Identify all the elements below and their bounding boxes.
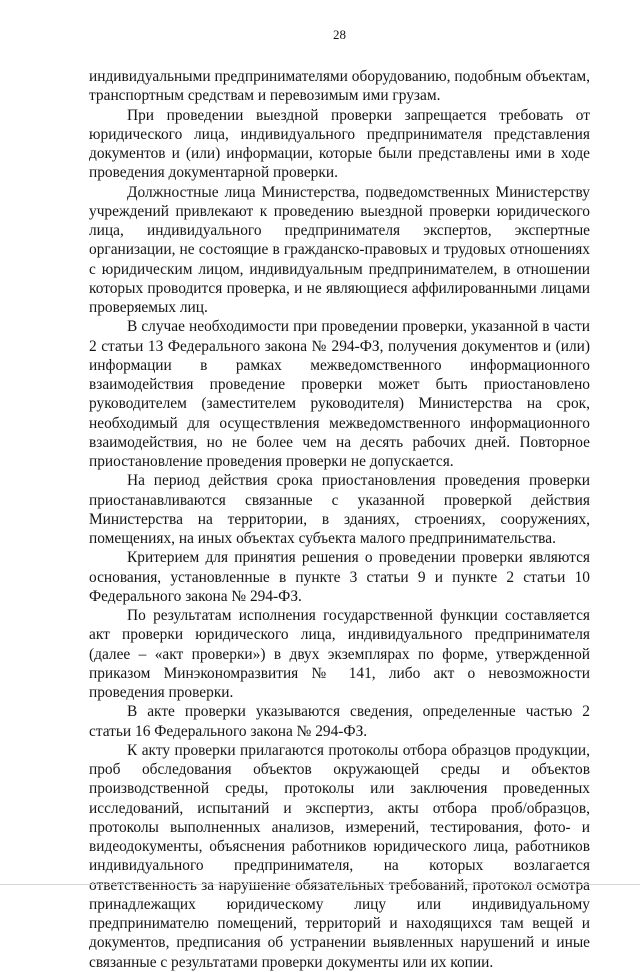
- paragraph: По результатам исполнения государственной функции составляется акт проверки юридического лица, индивидуального предпринимателя (далее – «акт проверки») в двух экземплярах по форме, утвержденной приказом Минэкономразвития № 141, либо акт о невозможности проведения проверки.: [89, 607, 590, 701]
- paragraph: Критерием для принятия решения о проведении проверки являются основания, установленные в пункте 3 статьи 9 и пункте 2 статьи 10 Федерального закона № 294-ФЗ.: [89, 549, 590, 605]
- document-body: [89, 67, 590, 972]
- paragraph: В акте проверки указываются сведения, определенные частью 2 статьи 16 Федерального закона № 294-ФЗ.: [89, 703, 590, 740]
- paragraph: На период действия срока приостановления проведения проверки приостанавливаются связанные с указанной проверкой действия Министерства на территории, в зданиях, строениях, сооружениях, помещениях, на иных объектах субъекта малого предпринимательства.: [89, 472, 590, 547]
- paragraph: индивидуальными предпринимателями оборудованию, подобным объектам, транспортным средствам и перевозимым ими грузам.: [89, 68, 590, 105]
- paragraph: В случае необходимости при проведении проверки, указанной в части 2 статьи 13 Федерального закона № 294-ФЗ, получения документов и (или) информации в рамках межведомственного информационного взаимодействия проведение проверки может быть приостановлено руководителем (заместителем руководителя) Министерства на срок, необходимый для осуществления межведомственного информационного взаимодействия, но не более чем на десять рабочих дней. Повторное приостановление проведения проверки не допускается.: [89, 318, 590, 470]
- page-number: 28: [333, 27, 346, 42]
- paragraph: При проведении выездной проверки запрещается требовать от юридического лица, индивидуального предпринимателя представления документов и (или) информации, которые были представлены ими в ходе проведения документарной проверки.: [89, 106, 590, 182]
- bottom-divider: [0, 884, 640, 885]
- paragraph: К акту проверки прилагаются протоколы отбора образцов продукции, проб обследования объектов окружающей среды и объектов производственной среды, протоколы или заключения проведенных исследований, испытаний и экспертиз, акты отбора проб/образцов, протоколы выполненных анализов, измерений, тестирования, фото- и видеодокументы, объяснения работников юридического лица, работников индивидуального предпринимателя, на которых возлагается ответственность за нарушение обязательных требований, протокол осмотра принадлежащих юридическому лицу или индивидуальному предпринимателю помещений, территорий и находящихся там вещей и документов, предписания об устранении выявленных нарушений и иные связанные с результатами проверки документы или их копии.: [89, 741, 590, 971]
- paragraph: Должностные лица Министерства, подведомственных Министерству учреждений привлекают к проведению выездной проверки юридического лица, индивидуального предпринимателя экспертов, экспертные организации, не состоящие в гражданско-правовых и трудовых отношениях с юридическим лицом, индивидуальным предпринимателем, в отношении которых проводится проверка, и не являющиеся аффилированными лицами проверяемых лиц.: [89, 183, 590, 316]
